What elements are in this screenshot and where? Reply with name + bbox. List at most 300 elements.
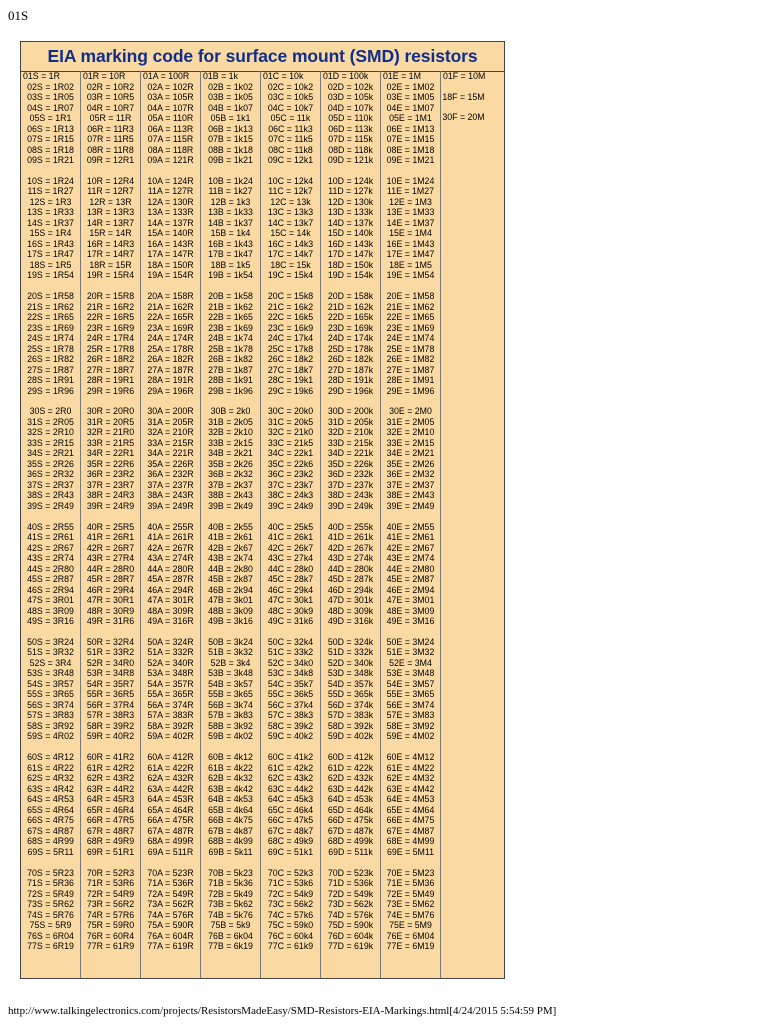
code-entry: 61E = 4M22	[386, 762, 435, 773]
code-entry: 37B = 2k37	[208, 479, 253, 490]
code-entry: 12C = 13k	[270, 196, 311, 207]
code-entry: 12B = 1k3	[210, 196, 251, 207]
code-entry: 53B = 3k48	[208, 668, 253, 679]
code-entry: 22E = 1M65	[386, 312, 435, 323]
code-entry: 49R = 31R6	[86, 616, 135, 627]
code-entry: 55E = 3M65	[386, 689, 435, 700]
code-entry: 45E = 2M87	[386, 574, 435, 585]
code-entry: 41E = 2M61	[386, 532, 435, 543]
code-entry: 11A = 127R	[147, 186, 194, 197]
code-group	[21, 752, 80, 857]
code-entry: 66E = 4M75	[386, 815, 435, 826]
code-entry: 09A = 121R	[147, 155, 194, 165]
code-entry: 16D = 143k	[327, 238, 374, 249]
code-group	[81, 71, 140, 166]
code-entry: 43D = 274k	[327, 553, 374, 564]
code-entry: 76R = 60R4	[86, 930, 135, 941]
code-group	[321, 176, 380, 281]
code-entry: 43A = 274R	[147, 553, 194, 564]
code-entry: 30C = 20k0	[267, 406, 314, 417]
code-entry: 24R = 17R4	[86, 333, 135, 344]
code-entry: 56S = 3R74	[27, 699, 74, 710]
code-entry: 10D = 124k	[327, 175, 374, 186]
code-entry: 03B = 1k05	[208, 92, 253, 102]
code-entry: 21A = 162R	[147, 301, 194, 312]
code-entry: 25B = 1k78	[208, 343, 253, 354]
column-r	[81, 71, 141, 978]
code-entry: 02C = 10k2	[267, 81, 314, 92]
code-entry: 19A = 154R	[147, 270, 194, 281]
code-entry: 44R = 28R0	[86, 563, 135, 574]
code-entry: 42A = 267R	[147, 542, 194, 553]
code-entry: 58B = 3k92	[208, 720, 253, 731]
code-entry: 16B = 1k43	[208, 238, 253, 249]
code-entry: 02E = 1M02	[386, 81, 435, 92]
code-entry: 35B = 2k26	[208, 458, 253, 469]
code-entry: 21D = 162k	[327, 301, 374, 312]
code-group	[381, 406, 440, 511]
code-entry: 32D = 210k	[327, 427, 374, 438]
code-entry: 27D = 187k	[327, 364, 374, 375]
code-entry: 23A = 169R	[147, 322, 194, 333]
code-entry: 34A = 221R	[147, 448, 194, 459]
code-entry: 67D = 487k	[327, 825, 374, 836]
code-entry: 54S = 3R57	[27, 678, 74, 689]
code-entry: 05B = 1k1	[210, 113, 251, 123]
code-group	[261, 637, 320, 742]
code-entry: 49C = 31k6	[267, 616, 314, 627]
code-entry: 15D = 140k	[327, 228, 374, 239]
code-entry: 66B = 4k75	[208, 815, 253, 826]
code-entry: 70S = 5R23	[27, 867, 74, 878]
code-entry: 02B = 1k02	[208, 81, 253, 92]
code-entry: 07D = 115k	[328, 134, 373, 144]
code-group	[261, 291, 320, 396]
code-entry: 69S = 5R11	[27, 846, 74, 857]
code-group	[381, 71, 440, 166]
code-entry: 26R = 18R2	[86, 354, 135, 365]
code-entry: 19E = 1M54	[386, 270, 435, 281]
code-entry: 44D = 280k	[327, 563, 374, 574]
code-entry: 49D = 316k	[327, 616, 374, 627]
page-title: 01S	[8, 8, 29, 23]
code-entry: 08B = 1k18	[208, 144, 253, 155]
code-entry: 41B = 2k61	[208, 532, 253, 543]
code-entry: 77B = 6k19	[208, 941, 253, 952]
code-entry: 74D = 576k	[327, 909, 374, 920]
code-entry: 73E = 5M62	[386, 899, 435, 910]
code-entry: 18E = 1M5	[389, 259, 432, 270]
code-entry: 73D = 562k	[327, 899, 374, 910]
code-entry: 75R = 59R0	[86, 920, 135, 931]
code-entry: 45C = 28k7	[267, 574, 314, 585]
code-entry: 47C = 30k1	[267, 595, 314, 606]
code-entry: 24D = 174k	[327, 333, 374, 344]
code-entry: 11D = 127k	[328, 186, 373, 197]
code-entry: 35S = 2R26	[27, 458, 74, 469]
code-group	[81, 176, 140, 281]
code-group	[141, 71, 200, 166]
eia-code-table	[20, 41, 505, 979]
code-entry: 18C = 15k	[270, 259, 311, 270]
code-entry: 49S = 3R16	[27, 616, 74, 627]
code-entry: 40D = 255k	[327, 521, 374, 532]
code-entry: 01F = 10M	[443, 71, 486, 81]
code-entry: 14R = 13R7	[86, 217, 135, 228]
code-entry: 04S = 1R07	[27, 102, 74, 113]
code-entry: 77D = 619k	[327, 941, 374, 952]
code-entry: 46R = 29R4	[86, 584, 135, 595]
code-entry: 46A = 294R	[147, 584, 194, 595]
code-entry: 38A = 243R	[147, 490, 194, 501]
code-entry: 55S = 3R65	[27, 689, 74, 700]
code-entry: 01A = 100R	[143, 71, 190, 81]
code-group	[21, 522, 80, 627]
code-group	[201, 637, 260, 742]
code-entry: 71S = 5R36	[27, 878, 74, 889]
code-group	[21, 868, 80, 952]
code-entry: 17S = 1R47	[27, 249, 74, 260]
code-entry: 02D = 102k	[327, 81, 374, 92]
code-entry: 14D = 137k	[327, 217, 374, 228]
code-entry: 51E = 3M32	[386, 647, 435, 658]
code-entry: 30B = 2k0	[210, 406, 251, 417]
code-entry: 70R = 52R3	[86, 867, 135, 878]
code-entry: 45B = 2k87	[208, 574, 253, 585]
code-entry: 52R = 34R0	[86, 657, 135, 668]
code-entry: 65B = 4k64	[208, 804, 253, 815]
code-entry: 10A = 124R	[147, 175, 194, 186]
code-entry: 67E = 4M87	[386, 825, 435, 836]
code-entry: 42C = 26k7	[267, 542, 314, 553]
code-entry: 38D = 243k	[327, 490, 374, 501]
code-entry: 03D = 105k	[327, 92, 374, 102]
code-entry: 72E = 5M49	[386, 888, 435, 899]
code-entry: 45R = 28R7	[86, 574, 135, 585]
code-entry: 42R = 26R7	[86, 542, 135, 553]
code-entry: 67B = 4k87	[208, 825, 253, 836]
code-entry: 11E = 1M27	[386, 186, 435, 197]
code-group	[201, 291, 260, 396]
code-entry: 54D = 357k	[327, 678, 374, 689]
code-entry: 72C = 54k9	[267, 888, 314, 899]
code-entry: 65R = 46R4	[86, 804, 135, 815]
code-entry: 01B = 1k	[203, 71, 238, 81]
code-entry: 51R = 33R2	[86, 647, 135, 658]
code-entry: 76E = 6M04	[386, 930, 435, 941]
code-entry: 44E = 2M80	[386, 563, 435, 574]
code-entry: 31A = 205R	[147, 416, 194, 427]
code-entry: 48C = 30k9	[267, 605, 314, 616]
code-entry: 76B = 6k04	[208, 930, 253, 941]
page-url-footer: http://www.talkingelectronics.com/projects/ResistorsMadeEasy/SMD-Resistors-EIA-Markings.html[4/24/2015 5:54:59 PM]	[8, 1005, 557, 1017]
code-entry: 46E = 2M94	[386, 584, 435, 595]
code-entry: 70C = 52k3	[267, 867, 314, 878]
code-entry: 44C = 28k0	[267, 563, 314, 574]
code-entry: 39R = 24R9	[86, 500, 135, 511]
code-entry: 47S = 3R01	[27, 595, 74, 606]
code-group	[201, 71, 260, 166]
code-entry: 68D = 499k	[327, 836, 374, 847]
code-entry: 26S = 1R82	[27, 354, 74, 365]
code-entry: 71D = 536k	[327, 878, 374, 889]
code-entry: 18S = 1R5	[29, 259, 72, 270]
code-entry: 49B = 3k16	[208, 616, 253, 627]
code-entry: 01E = 1M	[383, 71, 421, 81]
code-group	[261, 176, 320, 281]
code-entry: 34B = 2k21	[208, 448, 253, 459]
code-entry: 34R = 22R1	[86, 448, 135, 459]
code-entry: 70D = 523k	[327, 867, 374, 878]
code-entry: 56E = 3M74	[386, 699, 435, 710]
code-entry: 03S = 1R05	[27, 92, 74, 102]
code-entry: 62E = 4M32	[386, 773, 435, 784]
code-entry: 58S = 3R92	[27, 720, 74, 731]
code-entry: 40A = 255R	[147, 521, 194, 532]
code-entry: 13D = 133k	[327, 207, 374, 218]
code-entry: 54A = 357R	[147, 678, 194, 689]
code-entry: 09R = 12R1	[86, 155, 135, 165]
code-entry: 30F = 20M	[442, 112, 485, 122]
code-entry: 75S = 5R9	[29, 920, 72, 931]
code-entry: 10R = 12R4	[86, 175, 135, 186]
code-entry: 15A = 140R	[147, 228, 194, 239]
code-entry: 22A = 165R	[147, 312, 194, 323]
code-entry: 68R = 49R9	[86, 836, 135, 847]
code-entry: 21S = 1R62	[27, 301, 74, 312]
code-entry: 03A = 105R	[147, 92, 194, 102]
code-group	[441, 71, 486, 82]
code-entry: 72A = 549R	[147, 888, 194, 899]
code-group	[321, 637, 380, 742]
code-entry: 29B = 1k96	[208, 385, 253, 396]
code-entry: 35R = 22R6	[86, 458, 135, 469]
code-entry: 36E = 2M32	[386, 469, 435, 480]
code-entry: 12D = 130k	[327, 196, 374, 207]
code-entry: 64C = 45k3	[267, 794, 314, 805]
code-entry: 56B = 3k74	[208, 699, 253, 710]
code-entry: 73B = 5k62	[208, 899, 253, 910]
code-group	[321, 291, 380, 396]
code-entry: 73C = 56k2	[267, 899, 314, 910]
code-group	[21, 176, 80, 281]
code-entry: 37E = 2M37	[386, 479, 435, 490]
code-entry: 45S = 2R87	[27, 574, 74, 585]
code-entry: 63B = 4k42	[208, 783, 253, 794]
code-entry: 75E = 5M9	[389, 920, 432, 931]
code-entry: 39S = 2R49	[27, 500, 74, 511]
code-entry: 19C = 15k4	[267, 270, 314, 281]
code-entry: 48S = 3R09	[27, 605, 74, 616]
code-entry: 27B = 1k87	[208, 364, 253, 375]
code-entry: 33A = 215R	[147, 437, 194, 448]
code-entry: 41C = 26k1	[267, 532, 314, 543]
code-entry: 39C = 24k9	[267, 500, 314, 511]
code-entry: 51B = 3k32	[208, 647, 253, 658]
code-entry: 31E = 2M05	[386, 416, 435, 427]
code-entry: 33D = 215k	[327, 437, 374, 448]
code-group	[141, 406, 200, 511]
code-entry: 36R = 23R2	[86, 469, 135, 480]
code-entry: 07E = 1M15	[386, 134, 435, 144]
code-entry: 25R = 17R8	[86, 343, 135, 354]
code-entry: 15C = 14k	[270, 228, 311, 239]
code-entry: 05R = 11R	[89, 113, 132, 123]
code-entry: 51A = 332R	[147, 647, 194, 658]
code-entry: 62B = 4k32	[208, 773, 253, 784]
code-entry: 68S = 4R99	[27, 836, 74, 847]
code-entry: 20S = 1R58	[27, 291, 74, 302]
code-entry: 59B = 4k02	[208, 731, 253, 742]
code-entry: 17E = 1M47	[386, 249, 435, 260]
code-entry: 04R = 10R7	[86, 102, 135, 113]
code-entry: 63D = 442k	[327, 783, 374, 794]
code-entry: 29C = 19k6	[267, 385, 314, 396]
code-entry: 77C = 61k9	[267, 941, 314, 952]
code-entry: 25S = 1R78	[27, 343, 74, 354]
code-entry: 32S = 2R10	[27, 427, 74, 438]
code-entry: 25C = 17k8	[267, 343, 314, 354]
code-group	[141, 176, 200, 281]
code-entry: 55A = 365R	[147, 689, 194, 700]
code-entry: 09S = 1R21	[27, 155, 74, 165]
code-entry: 10S = 1R24	[27, 175, 74, 186]
code-entry: 71B = 5k36	[208, 878, 253, 889]
code-entry: 55B = 3k65	[208, 689, 253, 700]
code-entry: 23D = 169k	[327, 322, 374, 333]
code-entry: 76S = 6R04	[27, 930, 74, 941]
code-entry: 21B = 1k62	[208, 301, 253, 312]
code-entry: 36S = 2R32	[27, 469, 74, 480]
code-entry: 49E = 3M16	[386, 616, 435, 627]
code-entry: 21C = 16k2	[267, 301, 314, 312]
code-entry: 28A = 191R	[147, 375, 194, 386]
code-entry: 27R = 18R7	[86, 364, 135, 375]
code-entry: 11C = 12k7	[268, 186, 313, 197]
code-entry: 52S = 3R4	[29, 657, 72, 668]
code-entry: 14C = 13k7	[267, 217, 314, 228]
code-entry: 12E = 1M3	[389, 196, 432, 207]
code-entry: 10B = 1k24	[208, 175, 253, 186]
code-entry: 43B = 2k74	[208, 553, 253, 564]
code-group	[321, 868, 380, 952]
code-entry: 56D = 374k	[327, 699, 374, 710]
code-entry: 47A = 301R	[147, 595, 194, 606]
code-entry: 33C = 21k5	[267, 437, 314, 448]
code-entry: 74S = 5R76	[27, 909, 74, 920]
code-entry: 02A = 102R	[147, 81, 194, 92]
code-entry: 61R = 42R2	[86, 762, 135, 773]
code-entry: 40S = 2R55	[27, 521, 74, 532]
column-f	[441, 71, 486, 978]
code-entry: 44A = 280R	[147, 563, 194, 574]
code-entry: 08S = 1R18	[27, 144, 74, 155]
code-entry: 72R = 54R9	[86, 888, 135, 899]
code-entry: 58R = 39R2	[86, 720, 135, 731]
code-entry: 05D = 110k	[328, 113, 373, 123]
code-group	[381, 522, 440, 627]
code-entry: 17D = 147k	[327, 249, 374, 260]
code-entry: 62S = 4R32	[27, 773, 74, 784]
code-entry: 26A = 182R	[147, 354, 194, 365]
code-entry: 60R = 41R2	[86, 752, 135, 763]
code-entry: 22B = 1k65	[208, 312, 253, 323]
code-group	[381, 752, 440, 857]
code-entry: 05S = 1R1	[29, 113, 72, 123]
code-entry: 65A = 464R	[147, 804, 194, 815]
code-entry: 73R = 56R2	[86, 899, 135, 910]
code-entry: 65E = 4M64	[386, 804, 435, 815]
code-entry: 60B = 4k12	[208, 752, 253, 763]
code-entry: 43R = 27R4	[86, 553, 135, 564]
code-entry: 33E = 2M15	[386, 437, 435, 448]
code-entry: 33R = 21R5	[86, 437, 135, 448]
code-entry: 20E = 1M58	[386, 291, 435, 302]
code-entry: 41S = 2R61	[27, 532, 74, 543]
code-entry: 62C = 43k2	[267, 773, 314, 784]
code-entry: 30R = 20R0	[86, 406, 135, 417]
code-entry: 17B = 1k47	[208, 249, 253, 260]
code-entry: 06S = 1R13	[27, 123, 74, 134]
code-group	[441, 112, 486, 123]
code-group	[141, 522, 200, 627]
code-entry: 39A = 249R	[147, 500, 194, 511]
code-entry: 47E = 3M01	[386, 595, 435, 606]
code-entry: 07B = 1k15	[208, 134, 253, 144]
code-entry: 32R = 21R0	[86, 427, 135, 438]
code-entry: 71A = 536R	[147, 878, 194, 889]
code-entry: 20B = 1k58	[208, 291, 253, 302]
code-entry: 61D = 422k	[327, 762, 374, 773]
code-entry: 25E = 1M78	[386, 343, 435, 354]
code-entry: 61A = 422R	[147, 762, 194, 773]
code-entry: 09E = 1M21	[386, 155, 435, 165]
code-entry: 23S = 1R69	[27, 322, 74, 333]
code-entry: 19S = 1R54	[27, 270, 74, 281]
code-entry: 23R = 16R9	[86, 322, 135, 333]
code-entry: 59A = 402R	[147, 731, 194, 742]
code-entry: 44B = 2k80	[208, 563, 253, 574]
code-entry: 01C = 10k	[263, 71, 304, 81]
code-entry: 42E = 2M67	[386, 542, 435, 553]
code-entry: 09B = 1k21	[208, 155, 253, 165]
code-entry: 59E = 4M02	[386, 731, 435, 742]
code-entry: 29D = 196k	[327, 385, 374, 396]
code-entry: 26D = 182k	[327, 354, 374, 365]
code-group	[81, 291, 140, 396]
code-entry: 13S = 1R33	[27, 207, 74, 218]
code-entry: 52A = 340R	[147, 657, 194, 668]
code-entry: 41D = 261k	[327, 532, 374, 543]
code-group	[381, 868, 440, 952]
code-entry: 43E = 2M74	[386, 553, 435, 564]
code-entry: 26C = 18k2	[267, 354, 314, 365]
code-entry: 50A = 324R	[147, 636, 194, 647]
code-entry: 08A = 118R	[147, 144, 194, 155]
code-entry: 27A = 187R	[147, 364, 194, 375]
code-entry: 11B = 1k27	[208, 186, 253, 197]
code-entry: 17C = 14k7	[267, 249, 314, 260]
code-entry: 10E = 1M24	[386, 175, 435, 186]
code-entry: 71R = 53R6	[86, 878, 135, 889]
code-entry: 06A = 113R	[147, 123, 194, 134]
code-entry: 57C = 38k3	[267, 710, 314, 721]
code-entry: 08E = 1M18	[386, 144, 435, 155]
code-entry: 39B = 2k49	[208, 500, 253, 511]
code-entry: 05C = 11k	[270, 113, 311, 123]
code-grid	[21, 71, 504, 978]
code-entry: 35A = 226R	[147, 458, 194, 469]
